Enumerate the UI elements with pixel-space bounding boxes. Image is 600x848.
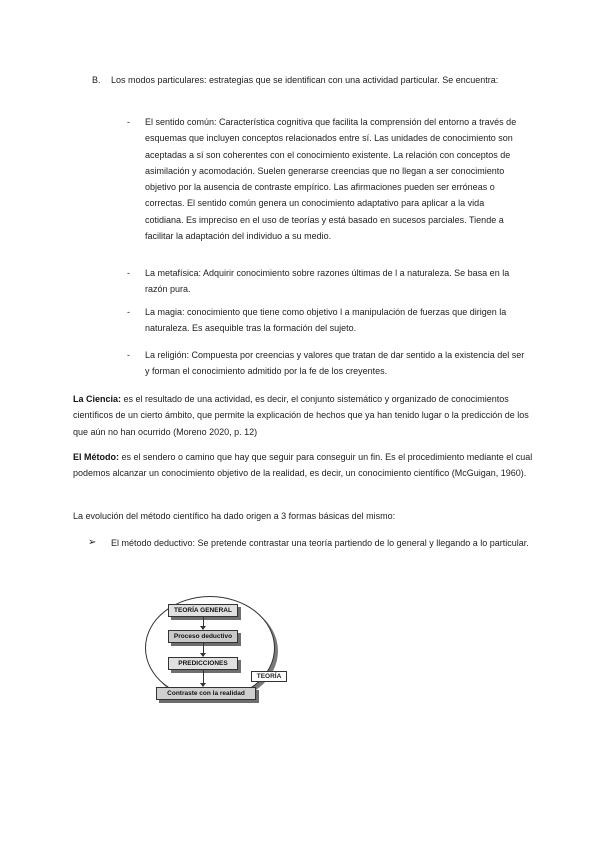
list-item-b-text: Los modos particulares: estrategias que se identifican con una actividad particular. Se encuentra: <box>111 75 499 85</box>
ciencia-definition: es el resultado de una actividad, es decir, el conjunto sistemático y organizado de conocimientos científicos de un cierto ámbito, que permite la explicación de hechos que ya han tenido lugar o la predicción de los que aún no han ocurrido (Moreno 2020, p. 12) <box>73 394 529 437</box>
deductive-method-diagram <box>138 592 298 722</box>
list-marker-b: B. <box>92 75 101 85</box>
religion-text: La religión: Compuesta por creencias y valores que tratan de dar sentido a la existencia del ser y forman el conocimiento admitido por la fe de los creyentes. <box>145 350 525 377</box>
connector-line <box>203 617 204 626</box>
proceso-deductivo-box: Proceso deductivo <box>168 630 238 643</box>
predicciones-box: PREDICCIONES <box>168 657 238 670</box>
connector-line <box>203 643 204 653</box>
metodo-deductivo-text: El método deductivo: Se pretende contrastar una teoría partiendo de lo general y llegando a lo particular. <box>111 538 529 548</box>
sentido-comun-text: El sentido común: Característica cognitiva que facilita la comprensión del entorno a través de esquemas que incluyen conceptos relacionados entre sí. Las unidades de conocimiento son aceptadas a sí son coherentes con el conocimiento existente. La relación con conceptos de asimilación y acomodación. Suelen generarse creencias que no llegan a ser conocimiento objetivo por la ausencia de contraste empírico. Las afirmaciones pueden ser erróneas o correctas. El sentido común genera un conocimiento adaptativo para aplicar a la vida cotidiana. Es impreciso en el uso de teorías y está basado en sucesos parciales. Tiende a facilitar la adaptación del individuo a su medio. <box>145 117 517 242</box>
magia-text: La magia: conocimiento que tiene como objetivo l a manipulación de fuerzas que dirigen la naturaleza. Es asequible tras la formación del sujeto. <box>145 307 507 334</box>
teoria-label: TEORÍA <box>251 671 287 682</box>
teoria-general-box: TEORÍA GENERAL <box>168 604 238 617</box>
connector-line <box>203 670 204 683</box>
ciencia-term: La Ciencia: <box>73 394 122 404</box>
bullet-dash: - <box>127 117 130 127</box>
bullet-dash: - <box>127 350 130 360</box>
bullet-dash: - <box>127 268 130 278</box>
bullet-dash: - <box>127 307 130 317</box>
metodo-paragraph <box>73 449 533 482</box>
ciencia-paragraph <box>73 391 533 440</box>
metodo-term: El Método: <box>73 452 119 462</box>
metodo-definition: es el sendero o camino que hay que seguir para conseguir un fin. Es el procedimiento mediante el cual podemos alcanzar un conocimiento objetivo de la realidad, es decir, un conocimiento científico (McGuigan, 1960). <box>73 452 533 479</box>
contraste-realidad-box: Contraste con la realidad <box>156 687 256 700</box>
evolucion-paragraph: La evolución del método científico ha dado origen a 3 formas básicas del mismo: <box>73 511 396 521</box>
arrow-bullet-icon: ➢ <box>88 537 97 548</box>
metafisica-text: La metafísica: Adquirir conocimiento sobre razones últimas de l a naturaleza. Se basa en la razón pura. <box>145 268 510 295</box>
